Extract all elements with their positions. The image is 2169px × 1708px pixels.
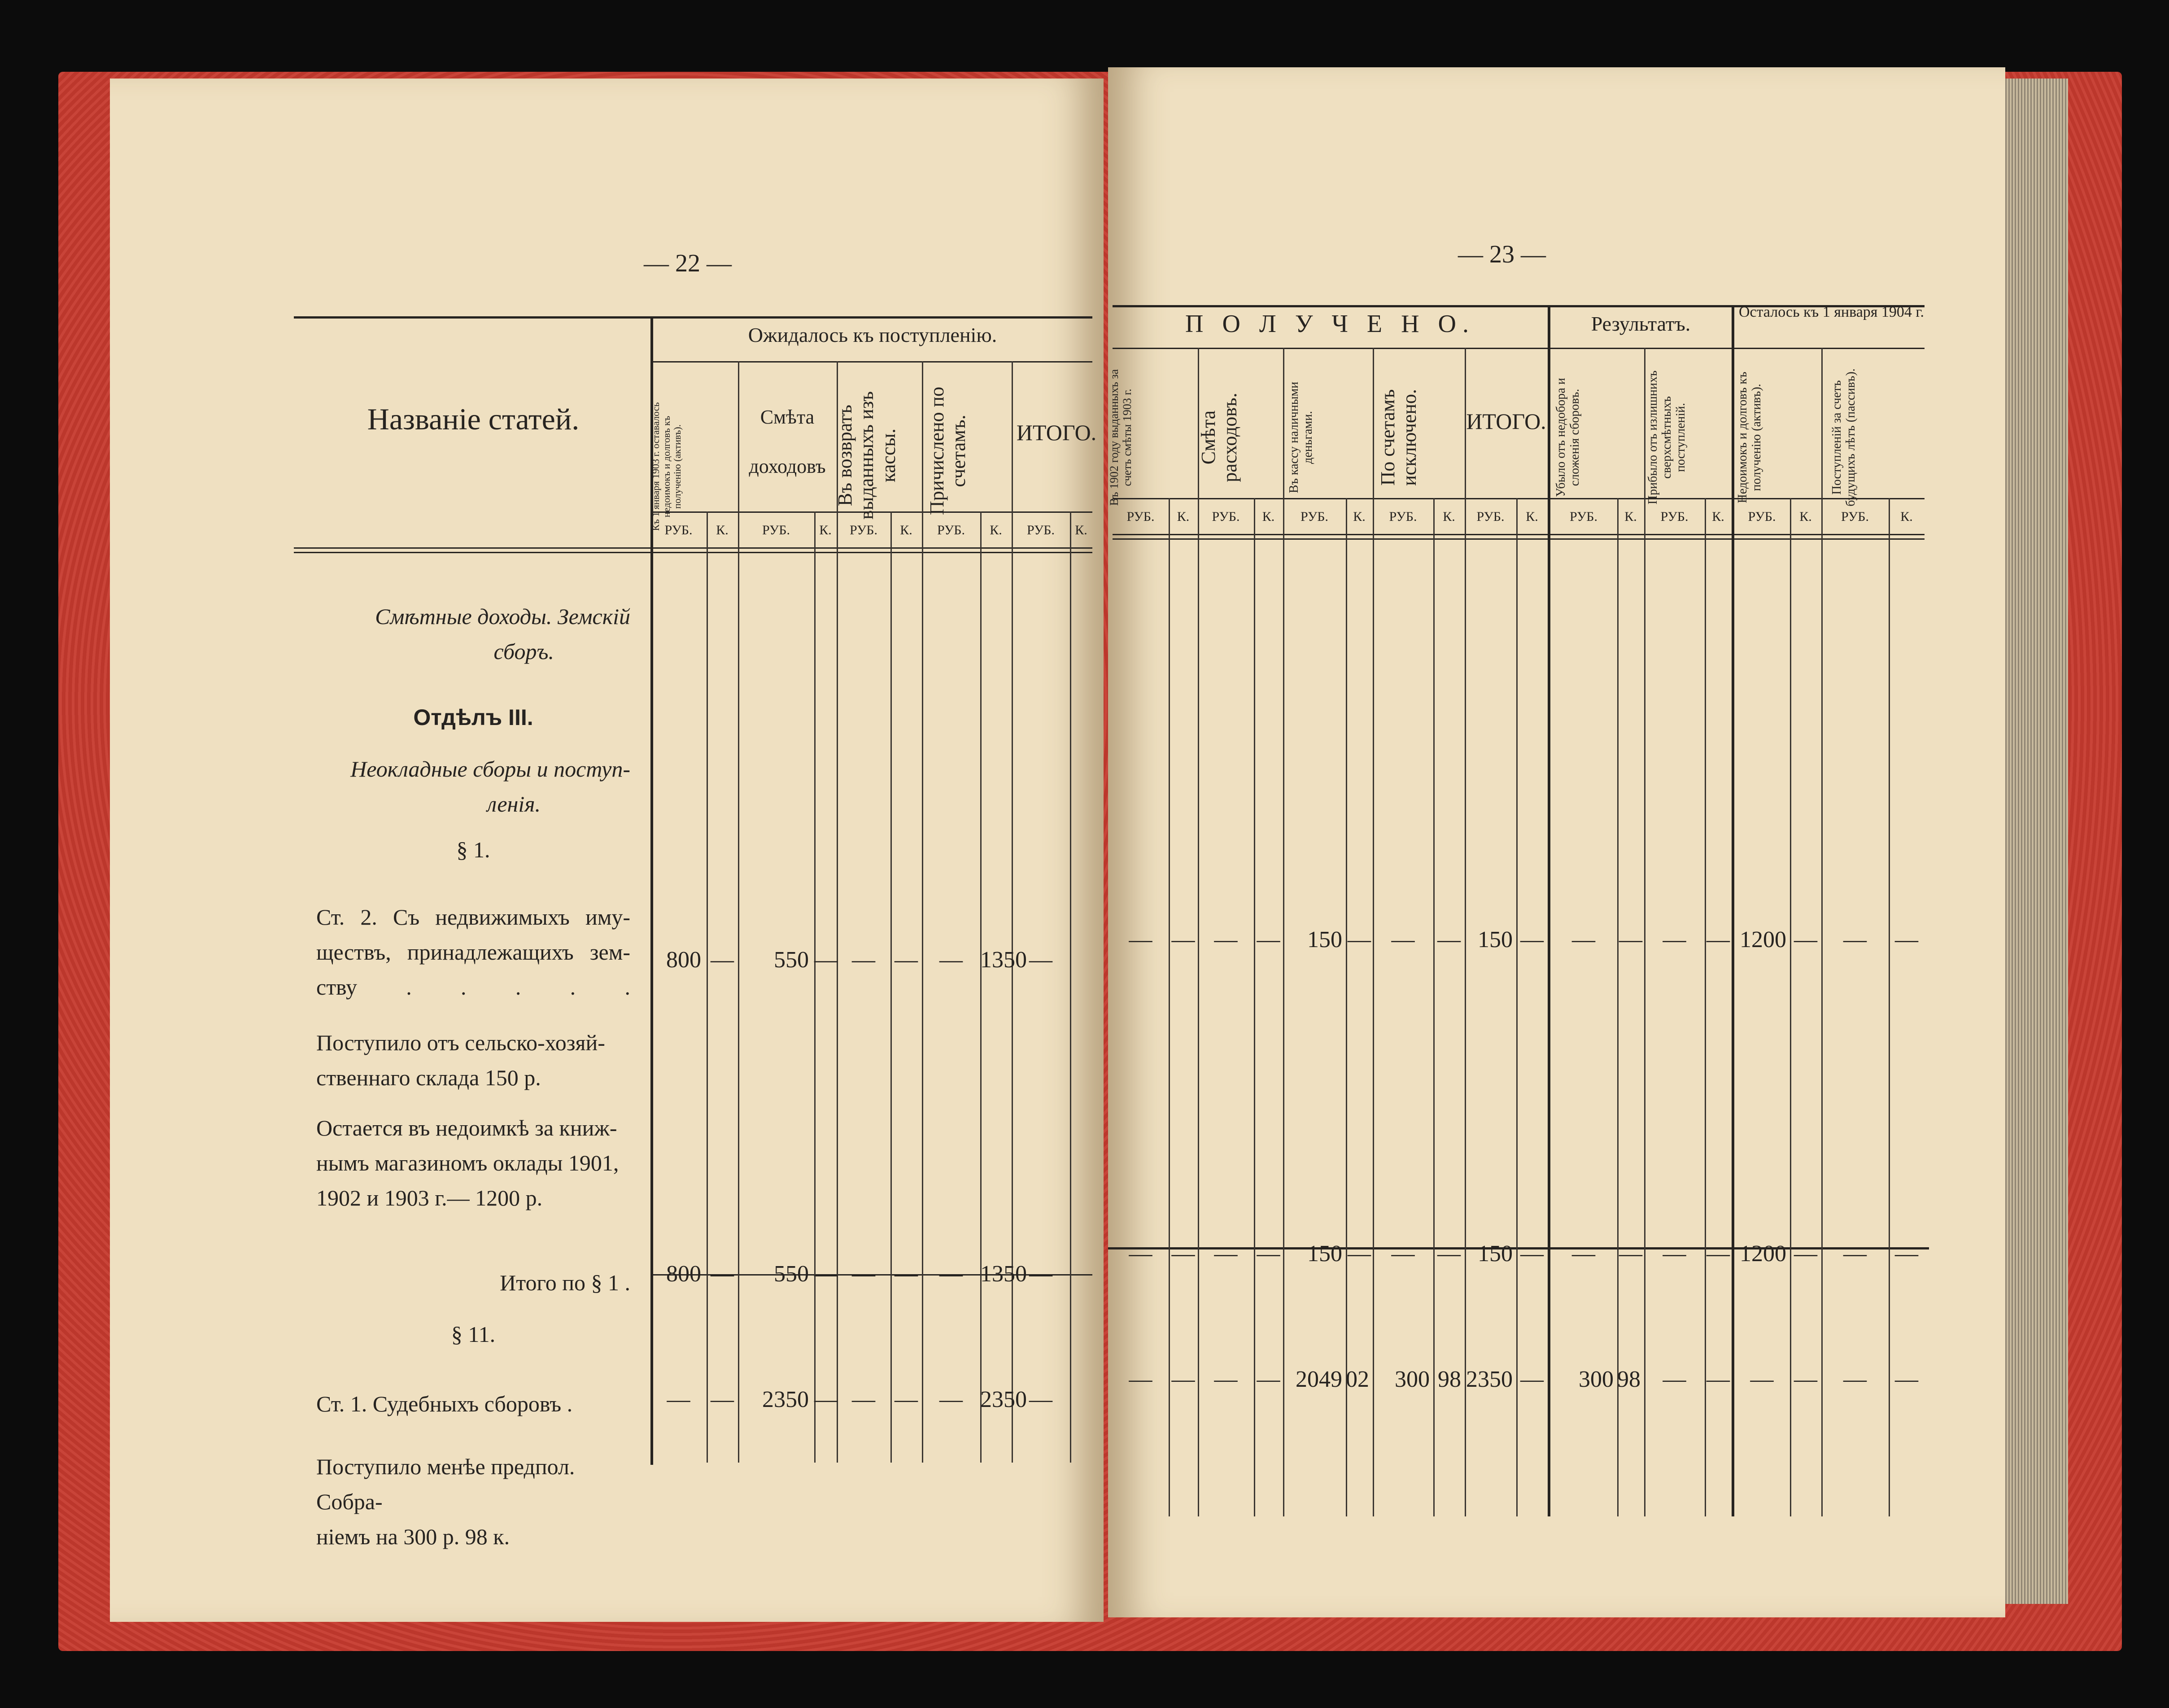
right-cell: 150 <box>1307 1241 1342 1267</box>
header-bottom-rule <box>1113 534 1925 535</box>
left-cell: — <box>1029 947 1052 973</box>
row-note: Поступило отъ сельско-хозяй- ственнаго склада 150 р. <box>316 1030 605 1090</box>
right-cell: — <box>1214 1367 1238 1392</box>
right-cell: — <box>1348 1241 1371 1267</box>
unit-k: К. <box>716 523 729 537</box>
col-header-total: ИТОГО. <box>1466 409 1546 434</box>
right-cell: 1200 <box>1740 927 1786 952</box>
right-cell: — <box>1619 1241 1642 1267</box>
right-cell: — <box>1437 1241 1461 1267</box>
expected-group-header: Ожидалось къ поступленію. <box>748 323 997 346</box>
unit-k: К. <box>1262 509 1275 524</box>
unit-rub: РУБ. <box>1570 509 1597 524</box>
left-cell: 1350 <box>980 1261 1027 1287</box>
left-cell: 1350 <box>980 947 1027 973</box>
col-line <box>1705 498 1706 1516</box>
col-header-total: ИТОГО. <box>1016 420 1097 445</box>
header-top-rule <box>294 316 1092 319</box>
left-cell: — <box>814 947 838 973</box>
col-header-estimate: Смѣта доходовъ <box>749 406 826 477</box>
right-cell: — <box>1794 1367 1817 1392</box>
right-cell: — <box>1794 1241 1817 1267</box>
unit-k: К. <box>1799 509 1812 524</box>
group-divider <box>1732 305 1734 1516</box>
right-cell: — <box>1520 927 1544 952</box>
right-cell: — <box>1706 1367 1730 1392</box>
right-cell: — <box>1706 927 1730 952</box>
right-cell: 98 <box>1617 1367 1641 1392</box>
name-column-header: Названіе статей. <box>367 402 580 436</box>
remain-group-header: Осталось къ 1 января 1904 г. <box>1738 304 1925 320</box>
unit-rub: РУБ. <box>1748 509 1776 524</box>
col-line <box>814 511 816 1463</box>
left-cell: — <box>814 1261 838 1287</box>
right-cell: — <box>1257 927 1280 952</box>
right-cell: — <box>1214 927 1238 952</box>
group-underline <box>1113 348 1925 349</box>
unit-k: К. <box>900 523 912 537</box>
page-number-right: — 23 — <box>1458 240 1546 268</box>
header-bottom-rule-2 <box>294 552 1092 553</box>
page-number-left: — 22 — <box>644 249 732 277</box>
unit-k: К. <box>1075 523 1087 537</box>
right-cell: — <box>1895 927 1918 952</box>
left-cell: — <box>895 947 918 973</box>
left-cell: — <box>852 1387 875 1412</box>
col-header-decrease: Убыло отъ недобора и сложенія сборовъ. <box>1554 378 1582 497</box>
col-line <box>1617 498 1619 1516</box>
unit-rub: РУБ. <box>850 523 877 537</box>
col-line <box>1433 498 1435 1516</box>
col-line <box>1889 498 1890 1516</box>
right-cell: — <box>1391 1241 1415 1267</box>
left-cell: — <box>852 1261 875 1287</box>
unit-k: К. <box>1526 509 1538 524</box>
unit-rub: РУБ. <box>1841 509 1869 524</box>
right-page <box>1108 67 2005 1617</box>
col-line <box>1516 498 1518 1516</box>
left-cell: — <box>852 947 875 973</box>
right-cell: — <box>1129 927 1152 952</box>
unit-rub: РУБ. <box>937 523 965 537</box>
right-cell: — <box>1706 1241 1730 1267</box>
right-cell: — <box>1572 927 1595 952</box>
col-header-future: Поступленій за счетъ будущихъ лѣтъ (пассивъ). <box>1830 368 1858 507</box>
row-label: Ст. 1. Судебныхъ сборовъ . <box>316 1391 573 1416</box>
left-cell: — <box>667 1387 690 1412</box>
right-cell: — <box>1843 1367 1867 1392</box>
unit-k: К. <box>1177 509 1190 524</box>
right-cell: — <box>1391 927 1415 952</box>
right-cell: — <box>1572 1241 1595 1267</box>
received-group-header: П О Л У Ч Е Н О. <box>1185 310 1475 338</box>
left-cell: — <box>939 1261 963 1287</box>
unit-k: К. <box>1624 509 1637 524</box>
right-cell: — <box>1257 1367 1280 1392</box>
left-cell: — <box>939 1387 963 1412</box>
col-header-arrears: Къ 1 января 1903 г. оставалось недоимокъ и долговъ къ полученію (активъ). <box>650 402 683 531</box>
col-header-expense-estimate: Смѣта расходовъ. <box>1197 393 1241 482</box>
col-header-prev-year: Въ 1902 году выданныхъ за счетъ смѣты 1903 г. <box>1108 369 1134 506</box>
col-line <box>1346 498 1347 1516</box>
left-cell: 800 <box>666 947 701 973</box>
right-cell: — <box>1129 1367 1152 1392</box>
right-cell: 2049 <box>1296 1367 1342 1392</box>
right-cell: — <box>1663 1367 1686 1392</box>
right-cell: 98 <box>1438 1367 1461 1392</box>
left-cell: — <box>814 1387 838 1412</box>
left-cell: 2350 <box>980 1387 1027 1412</box>
left-cell: 2350 <box>762 1387 809 1412</box>
col-header-cash: Въ кассу наличными деньгами. <box>1287 381 1315 494</box>
right-cell: — <box>1663 1241 1686 1267</box>
col-header-excluded: По счетамъ исключено. <box>1377 389 1421 486</box>
right-cell: 150 <box>1307 927 1342 952</box>
left-cell: 550 <box>774 1261 809 1287</box>
col-line <box>1070 511 1071 1463</box>
left-cell: 550 <box>774 947 809 973</box>
right-cell: — <box>1129 1241 1152 1267</box>
right-cell: — <box>1348 927 1371 952</box>
col-line <box>980 511 982 1463</box>
row-label: Ст. 2. Съ недвижимыхъ иму- ществъ, принадлежащихъ зем- ству . . . . . <box>316 904 630 1000</box>
section-heading: Отдѣлъ III. <box>413 705 533 730</box>
right-cell: — <box>1619 927 1642 952</box>
unit-rub: РУБ. <box>1389 509 1417 524</box>
right-cell: — <box>1843 1241 1867 1267</box>
right-cell: 150 <box>1478 927 1513 952</box>
unit-k: К. <box>1712 509 1724 524</box>
row-note: Поступило менѣе предпол. Собра- ніемъ на 300 р. 98 к. <box>316 1454 575 1549</box>
col-header-increase: Прибыло отъ излишнихъ сверхсмѣтныхъ поступленій. <box>1646 370 1688 505</box>
result-group-header: Результатъ. <box>1591 312 1691 335</box>
col-line <box>707 511 708 1463</box>
col-line <box>1254 498 1255 1516</box>
left-cell: — <box>1029 1261 1052 1287</box>
right-cell: 2350 <box>1466 1367 1513 1392</box>
left-cell: — <box>711 947 734 973</box>
right-cell: 02 <box>1346 1367 1369 1392</box>
left-cell: — <box>711 1261 734 1287</box>
right-cell: — <box>1257 1241 1280 1267</box>
left-cell: 800 <box>666 1261 701 1287</box>
unit-k: К. <box>819 523 832 537</box>
right-cell: — <box>1171 1367 1195 1392</box>
unit-k: К. <box>1353 509 1366 524</box>
unit-rub: РУБ. <box>1212 509 1240 524</box>
right-cell: — <box>1520 1241 1544 1267</box>
right-cell: — <box>1895 1367 1918 1392</box>
unit-rub: РУБ. <box>1301 509 1328 524</box>
unit-k: К. <box>1900 509 1913 524</box>
right-cell: — <box>1843 927 1867 952</box>
right-cell: — <box>1214 1241 1238 1267</box>
header-bottom-rule-2 <box>1113 538 1925 540</box>
col-line <box>890 511 892 1463</box>
right-cell: — <box>1171 1241 1195 1267</box>
right-cell: — <box>1663 927 1686 952</box>
col-header-refund: Въ возвратъ выданныхъ изъ кассы. <box>834 391 899 520</box>
right-cell: — <box>1750 1367 1774 1392</box>
col-header-accounts: Причислено по счетамъ. <box>926 386 970 515</box>
row-label: Неокладные сборы и поступ- ленія. <box>350 756 630 817</box>
unit-rub: РУБ. <box>1660 509 1689 524</box>
right-cell: 300 <box>1579 1367 1614 1392</box>
group-divider <box>1548 305 1550 1516</box>
paragraph-heading: § 11. <box>451 1322 496 1347</box>
col-line <box>1169 498 1170 1516</box>
unit-rub: РУБ. <box>664 523 693 537</box>
page-edges <box>2005 79 2068 1604</box>
col-header-arrears: Недоимокъ и долговъ къ полученію (активъ). <box>1736 371 1763 503</box>
right-cell: 1200 <box>1740 1241 1786 1267</box>
right-cell: — <box>1171 927 1195 952</box>
right-cell: — <box>1895 1241 1918 1267</box>
left-cell: — <box>939 947 963 973</box>
header-bottom-rule <box>294 547 1092 549</box>
left-cell: — <box>895 1261 918 1287</box>
unit-rub: РУБ. <box>1126 509 1155 524</box>
col-line <box>1790 498 1791 1516</box>
row-total-label: Итого по § 1 . <box>500 1270 630 1295</box>
unit-rub: РУБ. <box>1027 523 1055 537</box>
group-underline <box>650 361 1092 363</box>
right-cell: — <box>1437 927 1461 952</box>
right-cell: — <box>1520 1367 1544 1392</box>
left-cell: — <box>1029 1387 1052 1412</box>
right-cell: 150 <box>1478 1241 1513 1267</box>
right-cell: — <box>1794 927 1817 952</box>
left-cell: — <box>895 1387 918 1412</box>
unit-k: К. <box>990 523 1002 537</box>
unit-k: К. <box>1443 509 1455 524</box>
row-label: Смѣтные доходы. Земскій сборъ. <box>375 604 630 664</box>
unit-rub: РУБ. <box>1476 509 1505 524</box>
unit-rub: РУБ. <box>762 523 790 537</box>
paragraph-heading: § 1. <box>456 837 490 862</box>
right-cell: 300 <box>1395 1367 1430 1392</box>
left-cell: — <box>711 1387 734 1412</box>
left-page <box>110 79 1104 1622</box>
row-note: Остается въ недоимкѣ за книж- нымъ магазиномъ оклады 1901, 1902 и 1903 г.— 1200 р. <box>316 1115 619 1210</box>
